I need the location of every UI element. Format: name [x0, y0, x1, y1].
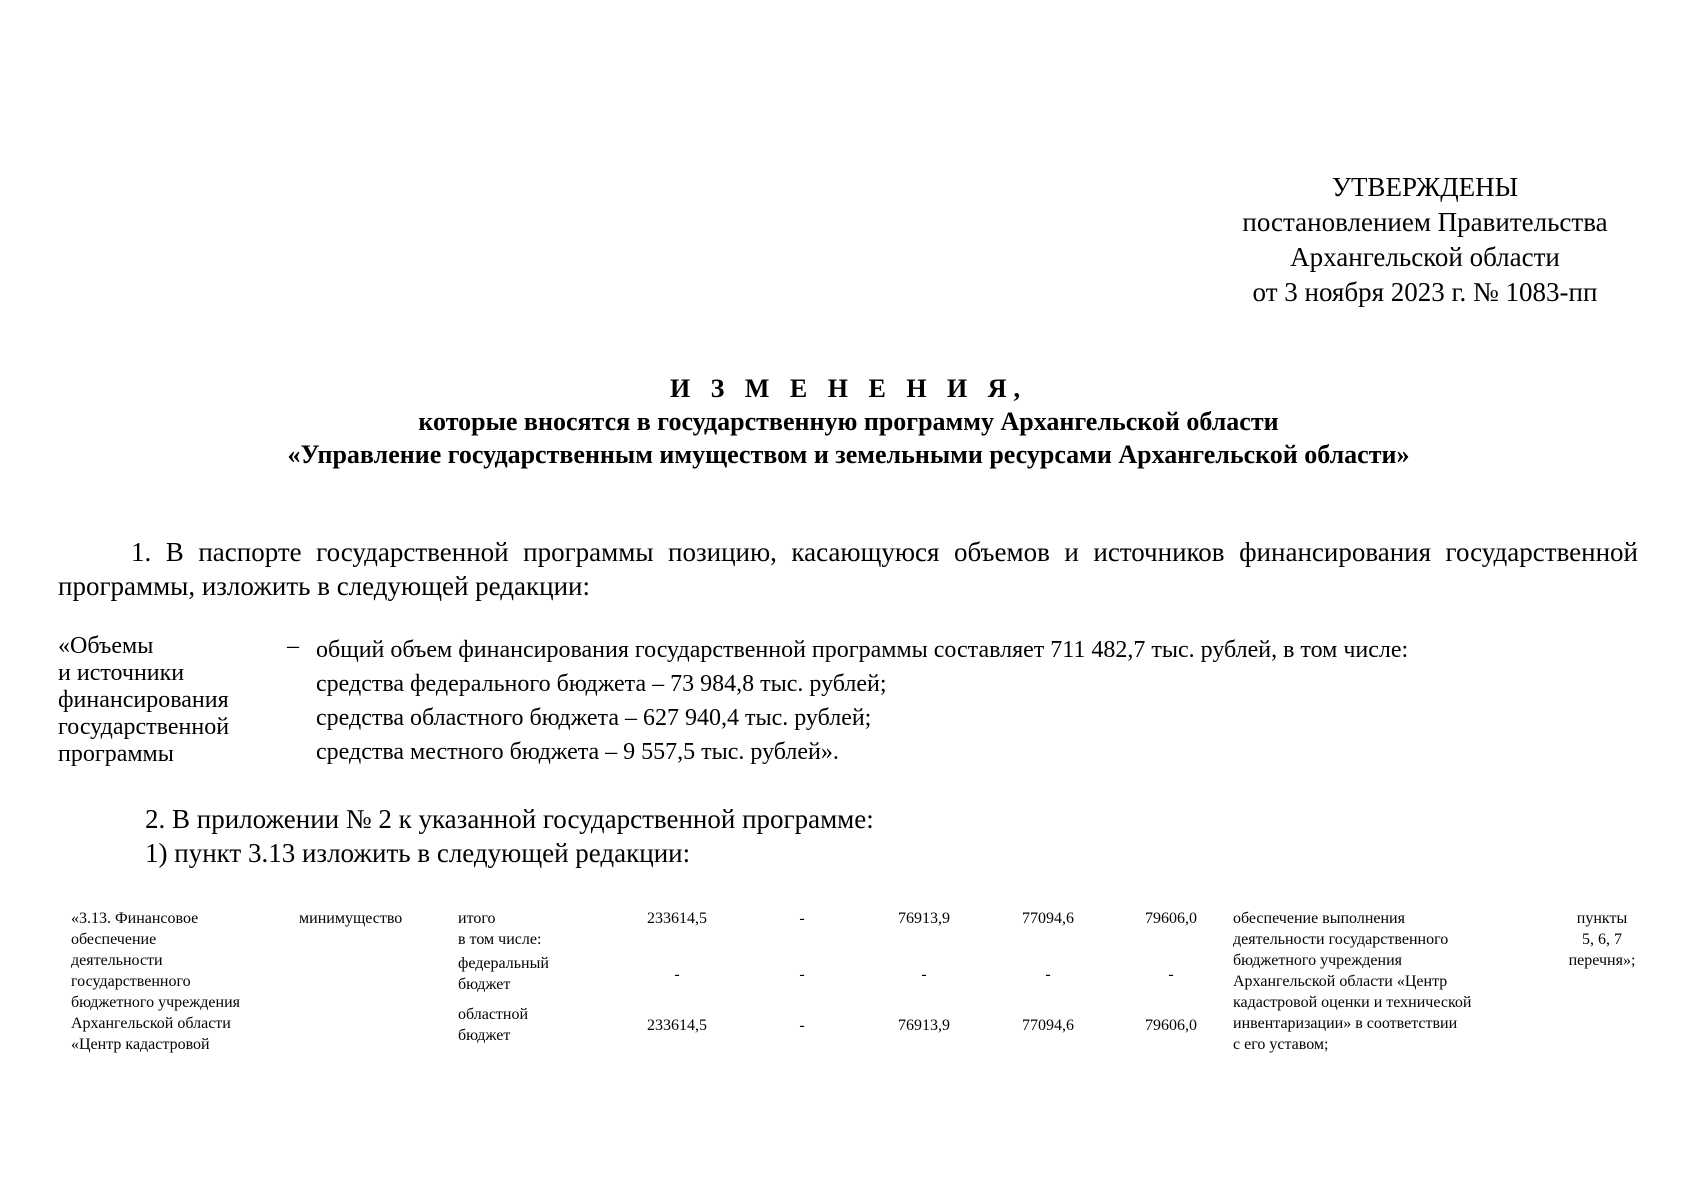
approval-line: Архангельской области	[1290, 242, 1560, 272]
cell-total-y2: 76913,9	[898, 910, 950, 927]
approval-block	[1195, 170, 1655, 310]
cell-line: бюджетного учреждения	[1233, 952, 1403, 969]
paragraph-1: 1. В паспорте государственной программы позицию, касающуюся объемов и источников финансирования государственной программы, изложить в следующей редакции:	[58, 537, 1638, 601]
funding-federal: средства федерального бюджета – 73 984,8 тыс. рублей;	[316, 671, 887, 697]
passport-position-label	[58, 633, 288, 768]
cell-total-y3: 77094,6	[1022, 910, 1074, 927]
cell-federal-all: -	[674, 966, 680, 983]
title-program-name: «Управление государственным имуществом и земельными ресурсами Архангельской области»	[287, 440, 1410, 469]
source-total: итого	[458, 910, 496, 927]
cell-line: деятельности	[71, 952, 163, 969]
document-title	[0, 372, 1697, 471]
cell-line: кадастровой оценки и технической	[1233, 994, 1472, 1011]
cell-line: Архангельской области «Центр	[1233, 973, 1448, 990]
approval-heading: УТВЕРЖДЕНЫ	[1331, 172, 1519, 202]
label-line: государственной	[58, 714, 230, 740]
approval-line: постановлением Правительства	[1242, 207, 1608, 237]
title-subtitle: которые вносятся в государственную программу Архангельской области	[418, 407, 1279, 436]
cell-total-y4: 79606,0	[1145, 910, 1197, 927]
cell-regional-y3: 77094,6	[1022, 1017, 1074, 1034]
cell-regional-y2: 76913,9	[898, 1017, 950, 1034]
source-including: в том числе:	[458, 931, 542, 948]
label-line: финансирования	[58, 687, 229, 713]
label-line: и источники	[58, 660, 185, 686]
cell-line: 5, 6, 7	[1582, 931, 1622, 948]
table-executor: минимущество	[299, 910, 403, 927]
cell-line: Архангельской области	[71, 1015, 231, 1032]
cell-line: пункты	[1576, 910, 1628, 927]
cell-line: инвентаризации» в соответствии	[1233, 1015, 1458, 1032]
passport-dash: –	[287, 633, 299, 659]
cell-federal-y4: -	[1168, 966, 1174, 983]
funding-total: общий объем финансирования государственной программы составляет 711 482,7 тыс. рублей, в том числе:	[316, 637, 1409, 663]
cell-total-all: 233614,5	[647, 910, 707, 927]
cell-line: обеспечение	[71, 931, 157, 948]
cell-line: «Центр кадастровой	[71, 1036, 210, 1053]
title-main: И З М Е Н Е Н И Я,	[669, 374, 1028, 403]
table-indicator-link	[1547, 908, 1657, 971]
cell-regional-y1: -	[799, 1017, 805, 1034]
label-line: «Объемы	[58, 633, 154, 659]
cell-line: «3.13. Финансовое	[71, 910, 199, 927]
passport-position-text	[316, 633, 1646, 769]
cell-regional-y4: 79606,0	[1145, 1017, 1197, 1034]
funding-local: средства местного бюджета – 9 557,5 тыс. рублей».	[316, 739, 839, 765]
paragraph-2	[145, 802, 1645, 870]
cell-line: с его уставом;	[1233, 1036, 1329, 1053]
cell-regional-all: 233614,5	[647, 1017, 707, 1034]
funding-regional: средства областного бюджета – 627 940,4 тыс. рублей;	[316, 705, 872, 731]
cell-line: деятельности государственного	[1233, 931, 1449, 948]
source-regional: областной бюджет	[458, 1006, 529, 1044]
cell-line: обеспечение выполнения	[1233, 910, 1405, 927]
cell-federal-y1: -	[799, 966, 805, 983]
label-line: программы	[58, 741, 174, 767]
cell-federal-y3: -	[1045, 966, 1051, 983]
cell-line: государственного	[71, 973, 191, 990]
cell-line: перечня»;	[1568, 952, 1636, 969]
table-funding-sources	[458, 908, 598, 1046]
table-expected-result	[1233, 908, 1518, 1055]
table-item-name	[71, 908, 286, 1055]
paragraph-2-line: 2. В приложении № 2 к указанной государственной программе:	[145, 804, 874, 834]
source-federal: федеральный бюджет	[458, 955, 549, 993]
cell-federal-y2: -	[921, 966, 927, 983]
cell-total-y1: -	[799, 910, 805, 927]
cell-line: бюджетного учреждения	[71, 994, 241, 1011]
approval-date-number: от 3 ноября 2023 г. № 1083-пп	[1252, 277, 1598, 307]
paragraph-2-subitem: 1) пункт 3.13 изложить в следующей редакции:	[145, 838, 691, 868]
